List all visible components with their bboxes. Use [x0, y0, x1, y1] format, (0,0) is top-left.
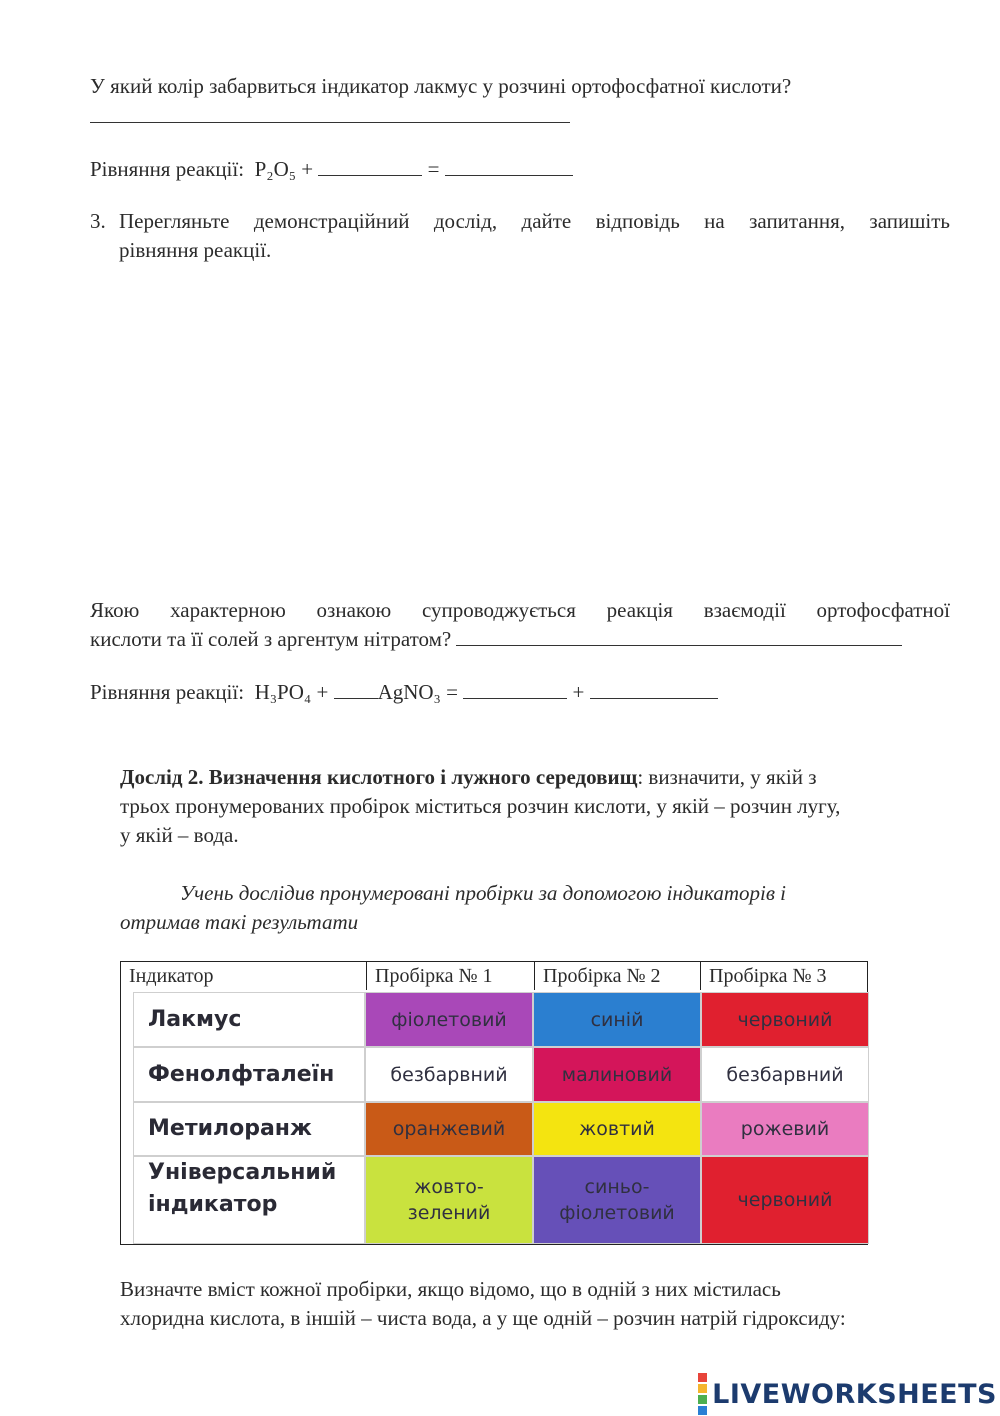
- phenolphthalein-tube-3: безбарвний: [701, 1047, 869, 1102]
- litmus-tube-3: червоний: [701, 992, 869, 1047]
- indicator-table: [120, 961, 868, 1245]
- universal-label-line-1: Універсальний: [148, 1160, 337, 1185]
- question-litmus: У який колір забарвиться індикатор лакмус у розчині ортофосфатної кислоти?: [90, 74, 792, 98]
- methyl-orange-tube-1: оранжевий: [365, 1102, 533, 1156]
- experiment-2-line-3: у якій – вода.: [120, 823, 239, 847]
- header-tube-2: Пробірка № 2: [535, 962, 701, 990]
- equation-1-label: Рівняння реакції:: [90, 157, 245, 181]
- equation-1-equals: =: [427, 157, 440, 181]
- litmus-tube-1: фіолетовий: [365, 992, 533, 1047]
- methyl-orange-tube-3: рожевий: [701, 1102, 869, 1156]
- universal-label-line-2: індикатор: [148, 1192, 278, 1217]
- universal-tube-2-line-2: фіолетовий: [559, 1202, 675, 1224]
- liveworksheets-logo-text: LIVEWORKSHEETS: [712, 1378, 997, 1410]
- universal-tube-1: [365, 1156, 533, 1244]
- equation-1-blank-b[interactable]: [445, 157, 573, 176]
- experiment-2-line-1: [120, 763, 950, 792]
- phenolphthalein-tube-2: малиновий: [533, 1047, 701, 1102]
- question-silver-line-2: [90, 625, 950, 654]
- row-phenolphthalein-label: Фенолфталеїн: [133, 1047, 365, 1102]
- answer-line-litmus[interactable]: [90, 122, 570, 123]
- universal-tube-1-line-2: зелений: [407, 1202, 491, 1224]
- equation-2-plus: +: [572, 680, 585, 704]
- experiment-2-line-2: трьох пронумерованих пробірок міститься розчин кислоти, у якій – розчин лугу,: [120, 794, 841, 818]
- equation-2-reagent: AgNO₃ =: [377, 680, 458, 704]
- row-methyl-orange-label: Метилоранж: [133, 1102, 365, 1156]
- universal-tube-1-line-1: жовто-: [414, 1176, 484, 1198]
- equation-1: [90, 155, 690, 184]
- student-line-2: отримав такі результати: [120, 910, 359, 934]
- answer-line-silver[interactable]: [456, 627, 902, 646]
- universal-tube-2: [533, 1156, 701, 1244]
- equation-1-blank-a[interactable]: [318, 157, 422, 176]
- liveworksheets-logo[interactable]: [697, 1378, 997, 1410]
- task-3-line-1: Перегляньте демонстраційний дослід, дайте відповідь на запитання, запишіть: [119, 209, 950, 233]
- experiment-2-title: Дослід 2. Визначення кислотного і лужного середовищ: [120, 765, 638, 789]
- equation-2-coefficient-blank[interactable]: [334, 680, 378, 699]
- equation-2-blank-b[interactable]: [590, 680, 718, 699]
- indicator-color-grid: [133, 992, 869, 1244]
- phenolphthalein-tube-1: безбарвний: [365, 1047, 533, 1102]
- universal-tube-2-line-1: синьо-: [584, 1176, 650, 1198]
- universal-tube-3: червоний: [701, 1156, 869, 1244]
- row-litmus-label: Лакмус: [133, 992, 365, 1047]
- liveworksheets-logo-icon: [697, 1372, 709, 1416]
- question-silver-line-1: Якою характерною ознакою супроводжується реакція взаємодії ортофосфатної: [90, 598, 950, 622]
- conclusion-line-2: хлоридна кислота, в іншій – чиста вода, а у ще одній – розчин натрій гідроксиду:: [120, 1306, 846, 1330]
- task-3-number: 3.: [90, 209, 106, 233]
- equation-1-formula: P₂O₅ +: [254, 157, 314, 181]
- equation-2-label: Рівняння реакції:: [90, 680, 245, 704]
- question-silver-text: кислоти та її солей з аргентум нітратом?: [90, 627, 452, 651]
- conclusion-line-1: Визначте вміст кожної пробірки, якщо відомо, що в одній з них містилась: [120, 1277, 781, 1301]
- equation-2: [90, 678, 790, 707]
- student-line-1: Учень дослідив пронумеровані пробірки за допомогою індикаторів і: [180, 881, 787, 905]
- header-tube-3: Пробірка № 3: [709, 965, 827, 987]
- equation-2-blank-a[interactable]: [463, 680, 567, 699]
- litmus-tube-2: синій: [533, 992, 701, 1047]
- row-universal-label: [133, 1156, 365, 1244]
- methyl-orange-tube-2: жовтий: [533, 1102, 701, 1156]
- header-indicator: Індикатор: [121, 962, 367, 990]
- header-tube-1: Пробірка № 1: [367, 962, 535, 990]
- equation-2-formula: H₃PO₄ +: [254, 680, 329, 704]
- experiment-2-text: : визначити, у якій з: [637, 765, 817, 789]
- task-3-line-2: рівняння реакції.: [119, 238, 272, 262]
